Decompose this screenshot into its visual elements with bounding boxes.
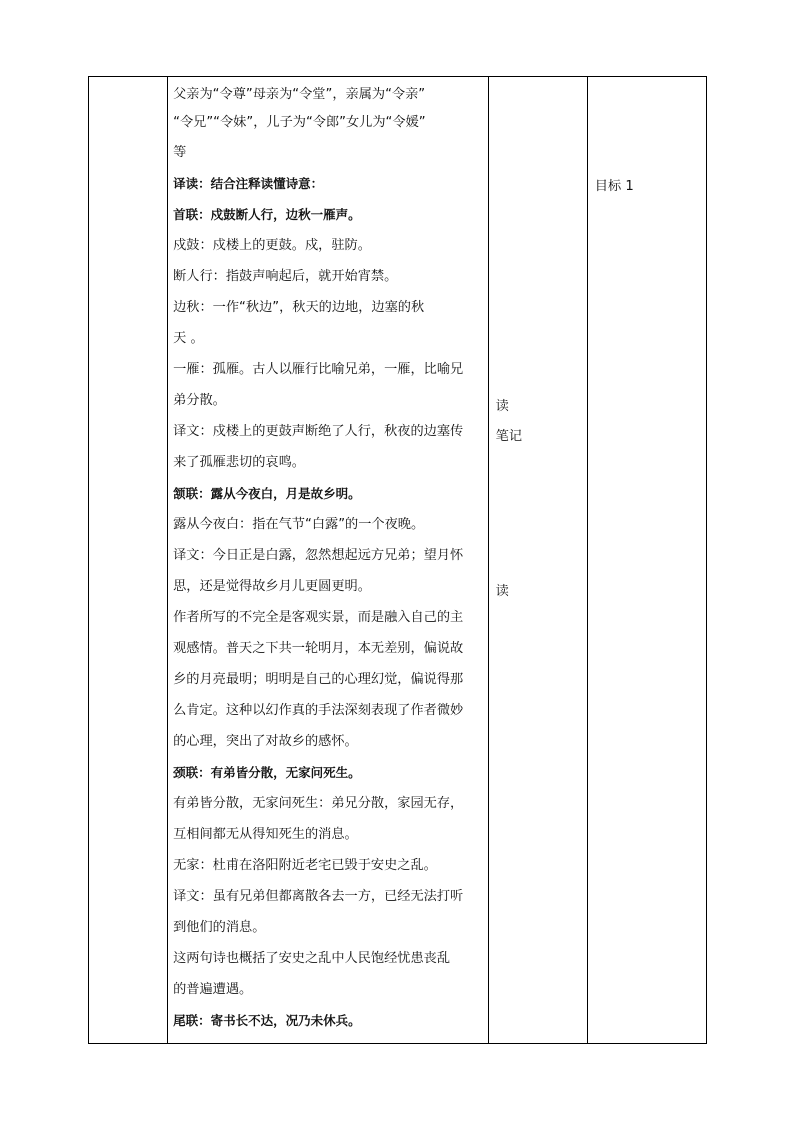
- content-line: 一雁：孤雁。古人以雁行比喻兄弟，一雁，比喻兄: [173, 362, 464, 377]
- content-line: 作者所写的不完全是客观实景，而是融入自己的主: [173, 610, 464, 625]
- activity-read-label-second: 读: [495, 584, 509, 599]
- content-line: 乡的月亮最明；明明是自己的心理幻觉，偏说得那: [173, 672, 464, 687]
- content-line: 断人行：指鼓声响起后，就开始宵禁。: [173, 269, 398, 284]
- couplet-heading-second: 颔联：露从今夜白，月是故乡明。: [173, 486, 361, 501]
- content-line: 互相间都无从得知死生的消息。: [173, 827, 358, 842]
- couplet-heading-first: 首联：戍鼓断人行，边秋一雁声。: [173, 207, 361, 222]
- lesson-plan-table: [88, 76, 707, 1044]
- content-line: 来了孤雁悲切的哀鸣。: [173, 455, 305, 470]
- content-line: 有弟皆分散，无家问死生：弟兄分散，家园无存，: [173, 796, 464, 811]
- couplet-heading-third: 颈联：有弟皆分散，无家问死生。: [173, 765, 361, 780]
- student-activity-cell: [488, 77, 587, 1044]
- content-line: 天 。: [173, 331, 204, 346]
- content-line: 么肯定。这种以幻作真的手法深刻表现了作者微妙: [173, 703, 464, 718]
- content-line: 边秋：一作“秋边”，秋天的边地，边塞的秋: [173, 300, 425, 315]
- content-line: 思，还是觉得故乡月儿更圆更明。: [173, 579, 371, 594]
- couplet-heading-fourth: 尾联：寄书长不达，况乃未休兵。: [173, 1013, 361, 1028]
- content-line: 露从今夜白：指在气节“白露”的一个夜晚。: [173, 517, 425, 532]
- content-line: 译文：今日正是白露，忽然想起远方兄弟；望月怀: [173, 548, 464, 563]
- content-line: 这两句诗也概括了安史之乱中人民饱经忧患丧乱: [173, 951, 451, 966]
- content-line: 译文：戍楼上的更鼓声断绝了人行，秋夜的边塞传: [173, 424, 464, 439]
- goal-label: 目标 1: [594, 179, 634, 194]
- content-line: 的普遍遭遇。: [173, 982, 253, 997]
- table-row: [89, 77, 707, 1044]
- content-line: 弟分散。: [173, 393, 226, 408]
- content-line: 到他们的消息。: [173, 920, 266, 935]
- content-line: 观感情。普天之下共一轮明月，本无差别，偏说故: [173, 641, 464, 656]
- empty-first-column-cell: [89, 77, 168, 1044]
- content-line: 等: [173, 145, 187, 160]
- content-line: 父亲为“令尊”母亲为“令堂”，亲属为“令亲”: [173, 87, 426, 102]
- activity-read-label: 读: [495, 399, 509, 414]
- content-line: 的心理，突出了对故乡的感怀。: [173, 734, 358, 749]
- section-heading-translate-read: 译读：结合注释读懂诗意：: [173, 176, 324, 191]
- content-line: “令兄”“令妹”，儿子为“令郎”女儿为“令媛”: [173, 115, 426, 130]
- content-line: 译文：虽有兄弟但都离散各去一方，已经无法打听: [173, 889, 464, 904]
- activity-notes-label: 笔记: [495, 429, 523, 444]
- content-line: 无家：杜甫在洛阳附近老宅已毁于安史之乱。: [173, 858, 437, 873]
- teaching-content-cell: [168, 77, 489, 1044]
- goal-cell: [587, 77, 706, 1044]
- content-line: 戍鼓：戍楼上的更鼓。戍，驻防。: [173, 238, 371, 253]
